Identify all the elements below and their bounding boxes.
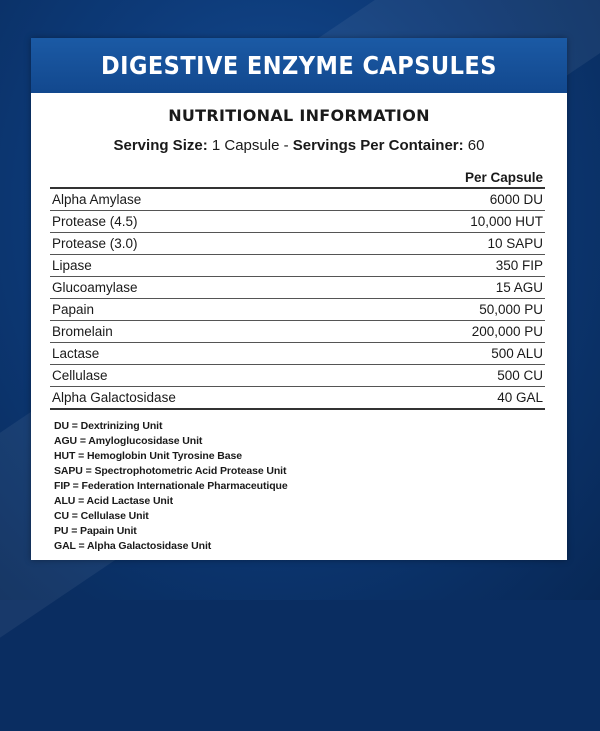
enzyme-name: Lipase bbox=[52, 258, 92, 273]
serving-size-label: Serving Size: bbox=[113, 137, 208, 154]
table-row bbox=[50, 211, 545, 233]
enzyme-name: Glucoamylase bbox=[52, 280, 138, 295]
serving-size-value: 1 Capsule - bbox=[207, 137, 293, 154]
table-row bbox=[50, 189, 545, 211]
table-row bbox=[50, 343, 545, 365]
enzyme-name: Protease (4.5) bbox=[52, 214, 138, 229]
legend-item: AGU = Amyloglucosidase Unit bbox=[54, 435, 203, 447]
table-row bbox=[50, 365, 545, 387]
enzyme-name: Alpha Galactosidase bbox=[52, 390, 176, 405]
table-row bbox=[50, 255, 545, 277]
title-banner bbox=[31, 38, 567, 93]
enzyme-amount: 40 GAL bbox=[497, 390, 543, 405]
legend-item: ALU = Acid Lactase Unit bbox=[54, 495, 173, 507]
enzyme-amount: 10,000 HUT bbox=[470, 214, 543, 229]
enzyme-amount: 350 FIP bbox=[495, 258, 543, 273]
enzyme-amount: 10 SAPU bbox=[487, 236, 543, 251]
enzyme-amount: 15 AGU bbox=[495, 280, 543, 295]
table-header bbox=[50, 167, 545, 189]
legend-item: PU = Papain Unit bbox=[54, 525, 137, 537]
enzyme-name: Cellulase bbox=[52, 368, 108, 383]
enzyme-name: Papain bbox=[52, 302, 95, 317]
enzyme-name: Protease (3.0) bbox=[52, 236, 138, 251]
product-title: DIGESTIVE ENZYME CAPSULES bbox=[101, 51, 497, 80]
enzyme-amount: 50,000 PU bbox=[479, 302, 543, 317]
table-row bbox=[50, 299, 545, 321]
legend-item: HUT = Hemoglobin Unit Tyrosine Base bbox=[54, 450, 242, 462]
servings-per-container-value: 60 bbox=[463, 137, 485, 154]
legend-item: CU = Cellulase Unit bbox=[54, 510, 149, 522]
servings-per-container-label: Servings Per Container: bbox=[292, 137, 464, 154]
legend-item: GAL = Alpha Galactosidase Unit bbox=[54, 540, 212, 552]
table-row bbox=[50, 233, 545, 255]
unit-legend bbox=[54, 419, 534, 554]
enzyme-amount: 500 CU bbox=[497, 368, 543, 383]
nutrition-label-card bbox=[31, 38, 567, 560]
enzyme-amount: 6000 DU bbox=[489, 192, 543, 207]
serving-info bbox=[31, 137, 567, 154]
legend-item: SAPU = Spectrophotometric Acid Protease Unit bbox=[54, 465, 287, 477]
table-row bbox=[50, 277, 545, 299]
legend-item: DU = Dextrinizing Unit bbox=[54, 420, 163, 432]
per-capsule-header: Per Capsule bbox=[464, 169, 543, 185]
enzyme-name: Lactase bbox=[52, 346, 100, 361]
enzyme-amount: 200,000 PU bbox=[471, 324, 543, 339]
enzyme-amount: 500 ALU bbox=[491, 346, 543, 361]
enzyme-table bbox=[50, 167, 545, 410]
legend-item: FIP = Federation Internationale Pharmaceutique bbox=[54, 480, 288, 492]
nutritional-information-heading: NUTRITIONAL INFORMATION bbox=[168, 106, 430, 125]
table-row bbox=[50, 387, 545, 410]
enzyme-name: Alpha Amylase bbox=[52, 192, 142, 207]
enzyme-name: Bromelain bbox=[52, 324, 113, 339]
table-row bbox=[50, 321, 545, 343]
